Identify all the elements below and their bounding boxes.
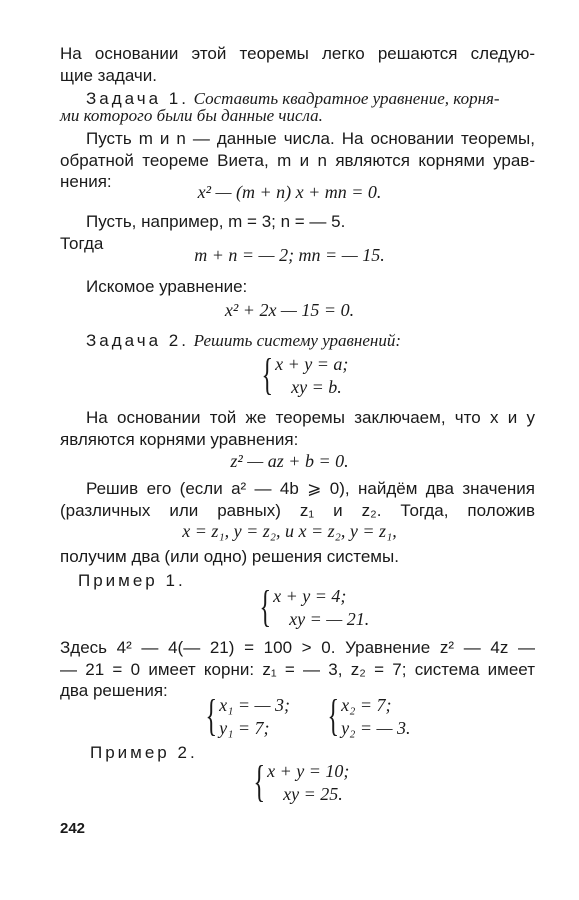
- solution-system-2: [318, 691, 411, 740]
- equation: m + n = — 2; mn = — 15.: [194, 245, 385, 265]
- text-line: нения:: [60, 172, 112, 191]
- task-2-text: Решить систему уравнений:: [193, 331, 401, 350]
- text-line: На основании той же теоремы заключаем, что x и y: [86, 408, 535, 427]
- task-2-heading: [86, 329, 535, 352]
- equation: x² + 2x — 15 = 0.: [224, 300, 355, 320]
- text-line: получим два (или одно) решения системы.: [60, 547, 399, 566]
- text-line: щие задачи.: [60, 66, 157, 85]
- system-row: x + y = 10;: [267, 761, 350, 781]
- text-line: — 21 = 0 имеет корни: z₁ = — 3, z₂ = 7; система имеет: [60, 660, 535, 679]
- task-1-text-cont: ми которого были бы данные числа.: [60, 106, 323, 125]
- text-line: Пусть m и n — данные числа. На основании теоремы,: [86, 129, 535, 148]
- system-row: x + y = 4;: [273, 586, 347, 606]
- text-line: Искомое уравнение:: [86, 277, 248, 296]
- text-line: Пусть, например, m = 3; n = — 5.: [86, 212, 346, 231]
- equation: x² — (m + n) x + mn = 0.: [197, 182, 382, 202]
- system-row: xy = 25.: [283, 784, 343, 804]
- brace: {: [205, 691, 218, 740]
- text-line: (различных или равных) z₁ и z₂. Тогда, положив: [60, 501, 535, 520]
- system-row: y₁ = 7;: [219, 718, 270, 738]
- equation-system: [252, 350, 349, 399]
- system-row: x₁ = — 3;: [219, 695, 291, 715]
- task-1-label: Задача 1.: [86, 89, 189, 108]
- equation: z² — az + b = 0.: [230, 451, 349, 471]
- text-line: Тогда: [60, 234, 104, 253]
- task-2-label: Задача 2.: [86, 331, 189, 350]
- page-number: 242: [60, 820, 86, 837]
- equation: x = z₁, y = z₂, и x = z₂, y = z₁,: [182, 521, 397, 541]
- system-row: x + y = a;: [275, 354, 349, 374]
- example-2-heading: Пример 2.: [90, 743, 198, 762]
- brace: {: [259, 582, 272, 631]
- system-row: xy = b.: [291, 377, 342, 397]
- text-line: Решив его (если a² — 4b ⩾ 0), найдём два значения: [86, 479, 535, 498]
- text-line: являются корнями уравнения:: [60, 430, 299, 449]
- task-1-text: Составить квадратное уравнение, корня-: [193, 89, 500, 108]
- equation-system: [250, 582, 370, 631]
- text-line: два решения:: [60, 681, 168, 700]
- system-row: xy = — 21.: [289, 609, 370, 629]
- equation-system: [244, 757, 350, 806]
- system-row: y₂ = — 3.: [341, 718, 411, 738]
- brace: {: [253, 757, 266, 806]
- system-row: x₂ = 7;: [341, 695, 392, 715]
- brace: {: [327, 691, 340, 740]
- brace: {: [261, 350, 274, 399]
- text-line: Здесь 4² — 4(— 21) = 100 > 0. Уравнение z² — 4z —: [60, 638, 535, 657]
- solution-system-1: [196, 691, 291, 740]
- example-1-heading: Пример 1.: [78, 571, 186, 590]
- text-line: обратной теореме Виета, m и n являются корнями урав-: [60, 151, 535, 170]
- text-line: На основании этой теоремы легко решаются следую-: [60, 44, 535, 63]
